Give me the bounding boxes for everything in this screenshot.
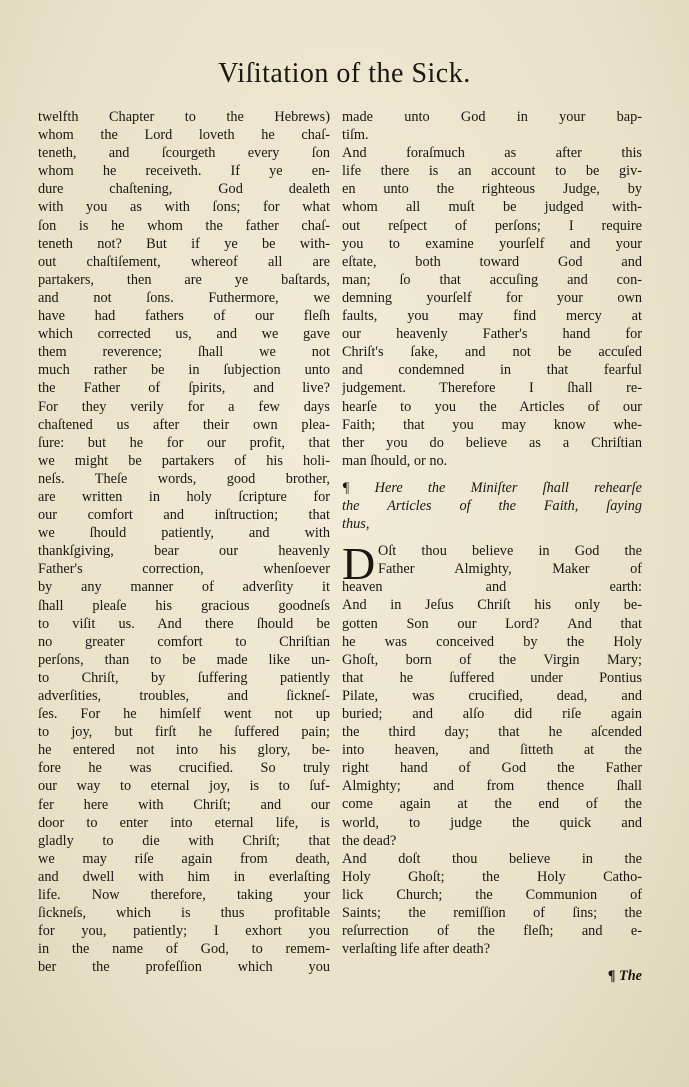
text-line: life there is an account to be giv- — [342, 163, 642, 180]
text-line: ther you do believe as a Chriſtian — [342, 434, 642, 451]
text-line: Pilate, was crucified, dead, and — [342, 687, 642, 704]
text-line: man ſhould, or no. — [342, 452, 448, 469]
text-line: in the name of God, to remem- — [38, 941, 330, 958]
text-line: right hand of God the Father — [342, 760, 642, 777]
text-line: the Father of ſpirits, and live? — [38, 380, 330, 397]
text-line: whom all muſt be judged with- — [342, 199, 642, 216]
text-line: chaſtened us after their own plea- — [38, 416, 330, 433]
text-line: hearſe to you the Articles of our — [342, 398, 642, 415]
text-line: ber the profeſſion which you — [38, 959, 330, 976]
text-line: ¶ Here the Miniſter ſhall rehearſe — [342, 479, 642, 496]
text-line: en unto the righteous Judge, by — [342, 181, 642, 198]
text-line: we may riſe again from death, — [38, 850, 330, 867]
text-line: ſickneſs, which is thus profitable — [38, 905, 330, 922]
text-line: ſes. For he himſelf went not up — [38, 706, 330, 723]
text-line: thus, — [342, 516, 370, 533]
text-line: man; ſo that accuſing and con- — [342, 271, 642, 288]
text-line: to joy, but firſt he ſuffered pain; — [38, 724, 330, 741]
text-line: twelfth Chapter to the Hebrews) — [38, 109, 330, 125]
text-line: perſons, than to be made like un- — [38, 651, 330, 668]
text-line: them reverence; ſhall we not — [38, 344, 330, 361]
text-line: he entered not into his glory, be- — [38, 742, 330, 759]
running-title: Viſitation of the Sick. — [218, 58, 471, 89]
text-line: fer here with Chriſt; and our — [38, 796, 330, 813]
text-line: the Articles of the Faith, ſaying — [342, 497, 642, 514]
text-line: no greater comfort to Chriſtian — [38, 633, 330, 650]
text-line: Father's correction, whenſoever — [38, 561, 330, 578]
text-line: to viſit us. And there ſhould be — [38, 615, 330, 632]
text-line: with you as with ſons; for what — [38, 199, 330, 216]
text-line: to Chriſt, by ſuffering patiently — [38, 669, 330, 686]
text-line: that he ſuffered under Pontius — [342, 669, 642, 686]
text-line: teneth not? But if ye be with- — [38, 235, 330, 252]
text-line: gladly to die with Chriſt; that — [38, 832, 330, 849]
text-line: door to enter into eternal life, is — [38, 814, 330, 831]
text-line: demning yourſelf for your own — [342, 289, 642, 306]
text-line: you to examine yourſelf and your — [342, 235, 642, 252]
text-line: our way to eternal joy, is to ſuf- — [38, 778, 330, 795]
text-line: Faith; that you may know whe- — [342, 416, 642, 433]
text-line: gotten Son our Lord? And that — [342, 615, 642, 632]
text-line: world, to judge the quick and — [342, 814, 642, 831]
text-line: For they verily for a few days — [38, 398, 330, 415]
text-line: teneth, and ſcourgeth every ſon — [38, 145, 330, 162]
text-line: Saints; the remiſſion of ſins; the — [342, 905, 642, 922]
text-line: lick Church; the Communion of — [342, 886, 642, 903]
text-line: neſs. Theſe words, good brother, — [38, 470, 330, 487]
text-line: fore he was crucified. So truly — [38, 760, 330, 777]
text-line: reſurrection of the fleſh; and e- — [342, 923, 642, 940]
creed-text — [342, 578, 642, 958]
text-line: which corrected us, and we gave — [38, 326, 330, 343]
right-column — [342, 108, 642, 985]
text-line: come again at the end of the — [342, 796, 642, 813]
right-column-paragraphs — [342, 108, 642, 470]
text-line: out chaſtiſement, whereof all are — [38, 253, 330, 270]
text-line: have had fathers of our fleſh — [38, 308, 330, 325]
text-line: And doſt thou believe in the — [342, 850, 642, 867]
text-line: judgement. Therefore I ſhall re- — [342, 380, 642, 397]
text-line: and not ſons. Futhermore, we — [38, 289, 330, 306]
text-line: made unto God in your bap- — [342, 109, 642, 125]
text-line: life. Now therefore, taking your — [38, 887, 330, 904]
text-line: ſhall pleaſe his gracious goodneſs — [38, 597, 330, 614]
text-line: eſtate, both toward God and — [342, 253, 642, 270]
left-column — [38, 108, 330, 977]
text-line: we might be partakers of his holi- — [38, 452, 330, 469]
text-line: tiſm. — [342, 127, 369, 144]
text-line: ſon is he whom the father chaſ- — [38, 217, 330, 234]
text-line: into heaven, and ſitteth at the — [342, 742, 642, 759]
text-line: Father Almighty, Maker of — [378, 561, 642, 578]
text-line: Oſt thou believe in God the — [378, 543, 642, 560]
text-line: for you, patiently; I exhort you — [38, 923, 330, 940]
text-line: we ſhould patiently, and with — [38, 525, 330, 542]
text-line: and condemned in that fearful — [342, 362, 642, 379]
text-line: much rather be in ſubjection unto — [38, 362, 330, 379]
text-line: he was conceived by the Holy — [342, 633, 642, 650]
drop-cap: D — [342, 538, 376, 590]
text-line: by any manner of adverſity it — [38, 579, 330, 596]
text-line: Ghoſt, born of the Virgin Mary; — [342, 651, 642, 668]
text-line: Holy Ghoſt; the Holy Catho- — [342, 868, 642, 885]
text-line: Almighty; and from thence ſhall — [342, 778, 642, 795]
rubric — [342, 479, 642, 533]
catchword: ¶ The — [608, 968, 642, 985]
text-line: And foraſmuch as after this — [342, 145, 642, 162]
text-line: ſure: but he for our profit, that — [38, 434, 330, 451]
text-line: heaven and earth: — [342, 579, 642, 596]
text-line: and dwell with him in everlaſting — [38, 868, 330, 885]
text-line: buried; and alſo did riſe again — [342, 706, 642, 722]
text-line: partakers, then are ye baſtards, — [38, 271, 330, 288]
text-line: our heavenly Father's hand for — [342, 326, 642, 343]
text-line: our comfort and inſtruction; that — [38, 507, 330, 524]
text-line: faults, you may find mercy at — [342, 308, 642, 325]
text-line: are written in holy ſcripture for — [38, 488, 330, 505]
text-line: adverſities, troubles, and ſickneſ- — [38, 688, 330, 704]
text-line: And in Jeſus Chriſt his only be- — [342, 597, 642, 614]
text-line: dure chaſtening, God dealeth — [38, 181, 330, 198]
text-line: Chriſt's ſake, and not be accuſed — [342, 344, 642, 361]
text-line: the dead? — [342, 832, 397, 849]
text-line: whom the Lord loveth he chaſ- — [38, 127, 330, 144]
text-line: whom he receiveth. If ye en- — [38, 163, 330, 180]
text-line: the third day; that he aſcended — [342, 724, 642, 741]
text-line: out reſpect of perſons; I require — [342, 217, 642, 234]
text-line: thankſgiving, bear our heavenly — [38, 543, 330, 560]
text-line: verlaſting life after death? — [342, 941, 491, 958]
